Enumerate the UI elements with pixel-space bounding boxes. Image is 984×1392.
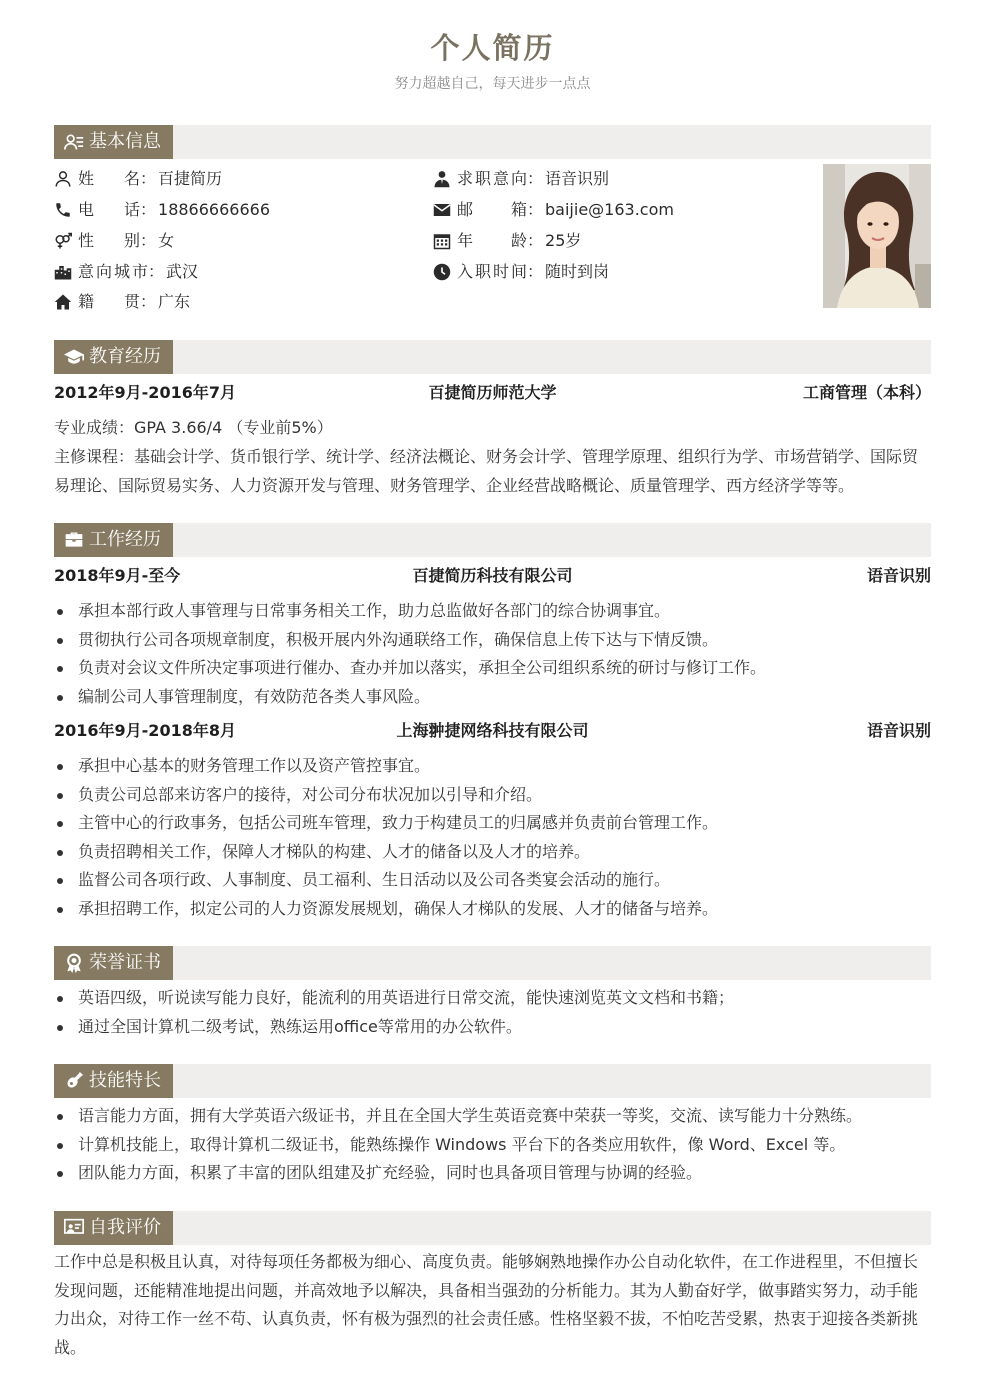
section-self-evaluation-tab — [54, 1211, 173, 1245]
info-gender: 性别 ： 女 — [54, 229, 174, 253]
info-email-label: 邮箱 — [457, 200, 527, 219]
section-honors — [54, 946, 931, 980]
education-school: 百捷简历师范大学 — [428, 383, 557, 402]
section-basic-info-tab — [54, 125, 173, 159]
calendar-icon — [433, 232, 451, 250]
work-2-item: 负责公司总部来访客户的接待，对公司分布状况加以引导和介绍。 — [54, 781, 931, 810]
work-1-company: 百捷简历科技有限公司 — [412, 566, 573, 585]
work-2-item: 监督公司各项行政、人事制度、员工福利、生日活动以及公司各类宴会活动的施行。 — [54, 866, 931, 895]
info-start-date-value: 随时到岗 — [545, 262, 610, 281]
section-self-evaluation-title: 自我评价 — [89, 1217, 161, 1238]
resume-title: 个人简历 — [430, 31, 555, 65]
clock-icon — [433, 263, 451, 281]
section-skills-tab — [54, 1064, 173, 1098]
info-city: 意向城市 ： 武汉 — [54, 260, 198, 284]
info-name-value: 百捷简历 — [158, 169, 223, 188]
info-age: 年龄 ： 25岁 — [433, 229, 581, 253]
education-courses: 主修课程：基础会计学、货币银行学、统计学、经济法概论、财务会计学、管理学原理、组织行为学、市场营销学、国际贸易理论、国际贸易实务、人力资源开发与管理、财务管理学、企业经营战略概论、质量管理学、西方经济学等等。 — [54, 447, 919, 495]
self-evaluation-text: 工作中总是积极且认真，对待每项任务都极为细心、高度负责。能够娴熟地操作办公自动化软件，在工作进程里，不但擅长发现问题，还能精准地提出问题，并高效地予以解决，具备相当强劲的分析能力。其为人勤奋好学，做事踏实努力，动手能力出众，对待工作一丝不苟、认真负责，怀有极为强烈的社会责任感。性格坚毅不拔，不怕吃苦受累，热衷于迎接各类新挑战。 — [54, 1252, 919, 1357]
education-period: 2012年9月-2016年7月 — [54, 383, 236, 402]
section-work-title: 工作经历 — [89, 529, 161, 550]
info-hometown-label: 籍贯 — [78, 292, 140, 311]
profile-photo-illustration — [823, 164, 931, 308]
work-2-row — [54, 719, 931, 743]
work-2-company: 上海翀捷网络科技有限公司 — [396, 721, 589, 740]
home-icon — [54, 293, 72, 311]
info-email: 邮箱 ： baijie@163.com — [433, 198, 674, 222]
info-gender-label: 性别 — [78, 231, 140, 250]
work-1-item: 贯彻执行公司各项规章制度，积极开展内外沟通联络工作，确保信息上传下达与下情反馈。 — [54, 626, 931, 655]
info-job-intent: 求职意向 ： 语音识别 — [433, 167, 609, 191]
section-education-tab — [54, 340, 173, 374]
work-2-item: 负责招聘相关工作，保障人才梯队的构建、人才的储备以及人才的培养。 — [54, 838, 931, 867]
info-phone-value: 18866666666 — [158, 200, 270, 219]
skill-item: 计算机技能上，取得计算机二级证书，能熟练操作 Windows 平台下的各类应用软件，像 Word、Excel 等。 — [54, 1131, 931, 1160]
skills-list — [54, 1102, 931, 1188]
info-age-value: 25岁 — [545, 231, 582, 250]
info-hometown-value: 广东 — [158, 292, 191, 311]
skill-item: 语言能力方面，拥有大学英语六级证书，并且在全国大学生英语竞赛中荣获一等奖，交流、读写能力十分熟练。 — [54, 1102, 931, 1131]
presentation-icon — [64, 1218, 84, 1238]
briefcase-icon — [64, 530, 84, 550]
work-1-list — [54, 597, 931, 711]
section-honors-title: 荣誉证书 — [89, 952, 161, 973]
profile-photo — [823, 164, 931, 308]
info-start-date-label: 入职时间 — [457, 262, 527, 281]
resume-subtitle: 努力超越自己，每天进步一点点 — [394, 76, 591, 92]
info-name-label: 姓名 — [78, 169, 140, 188]
work-2-item: 承担招聘工作，拟定公司的人力资源发展规划，确保人才梯队的发展、人才的储备与培养。 — [54, 895, 931, 924]
work-2-period: 2016年9月-2018年8月 — [54, 721, 236, 740]
work-2-role: 语音识别 — [866, 721, 931, 740]
section-basic-info — [54, 125, 931, 159]
info-phone-label: 电话 — [78, 200, 140, 219]
info-phone: 电话 ： 18866666666 — [54, 198, 270, 222]
info-email-value: baijie@163.com — [545, 200, 674, 219]
work-1-item: 负责对会议文件所决定事项进行催办、查办并加以落实，承担全公司组织系统的研讨与修订工作。 — [54, 654, 931, 683]
work-2-item: 主管中心的行政事务，包括公司班车管理，致力于构建员工的归属感并负责前台管理工作。 — [54, 809, 931, 838]
work-1-role: 语音识别 — [866, 566, 931, 585]
info-name: 姓名 ： 百捷简历 — [54, 167, 222, 191]
info-city-value: 武汉 — [166, 262, 199, 281]
section-honors-tab — [54, 946, 173, 980]
work-1-item: 承担本部行政人事管理与日常事务相关工作，助力总监做好各部门的综合协调事宜。 — [54, 597, 931, 626]
city-icon — [54, 263, 72, 281]
info-hometown: 籍贯 ： 广东 — [54, 290, 190, 314]
mail-icon — [433, 201, 451, 219]
phone-icon — [54, 201, 72, 219]
education-major: 工商管理（本科） — [802, 383, 931, 402]
education-gpa: 专业成绩：GPA 3.66/4 （专业前5%） — [54, 418, 333, 437]
section-education-title: 教育经历 — [89, 346, 161, 367]
honor-item: 英语四级，听说读写能力良好，能流利的用英语进行日常交流，能快速浏览英文文档和书籍； — [54, 984, 931, 1013]
award-icon — [64, 953, 84, 973]
gender-icon — [54, 232, 72, 250]
section-basic-info-title: 基本信息 — [89, 131, 161, 152]
guitar-icon — [64, 1071, 84, 1091]
section-work — [54, 523, 931, 557]
work-2-item: 承担中心基本的财务管理工作以及资产管控事宜。 — [54, 752, 931, 781]
work-2-list — [54, 752, 931, 923]
user-icon — [54, 170, 72, 188]
education-row — [54, 381, 931, 405]
honors-list — [54, 984, 931, 1041]
user-list-icon — [64, 132, 84, 152]
job-icon — [433, 170, 451, 188]
work-1-period: 2018年9月-至今 — [54, 566, 181, 585]
info-gender-value: 女 — [158, 231, 175, 250]
info-start-date: 入职时间 ： 随时到岗 — [433, 260, 609, 284]
section-skills-title: 技能特长 — [89, 1070, 161, 1091]
section-self-evaluation — [54, 1211, 931, 1245]
section-work-tab — [54, 523, 173, 557]
info-city-label: 意向城市 — [78, 262, 148, 281]
section-education — [54, 340, 931, 374]
skill-item: 团队能力方面，积累了丰富的团队组建及扩充经验，同时也具备项目管理与协调的经验。 — [54, 1159, 931, 1188]
info-job-intent-value: 语音识别 — [545, 169, 610, 188]
section-skills — [54, 1064, 931, 1098]
graduation-cap-icon — [64, 347, 84, 367]
info-job-intent-label: 求职意向 — [457, 169, 527, 188]
info-age-label: 年龄 — [457, 231, 527, 250]
work-1-row — [54, 564, 931, 588]
honor-item: 通过全国计算机二级考试，熟练运用office等常用的办公软件。 — [54, 1013, 931, 1042]
work-1-item: 编制公司人事管理制度，有效防范各类人事风险。 — [54, 683, 931, 712]
